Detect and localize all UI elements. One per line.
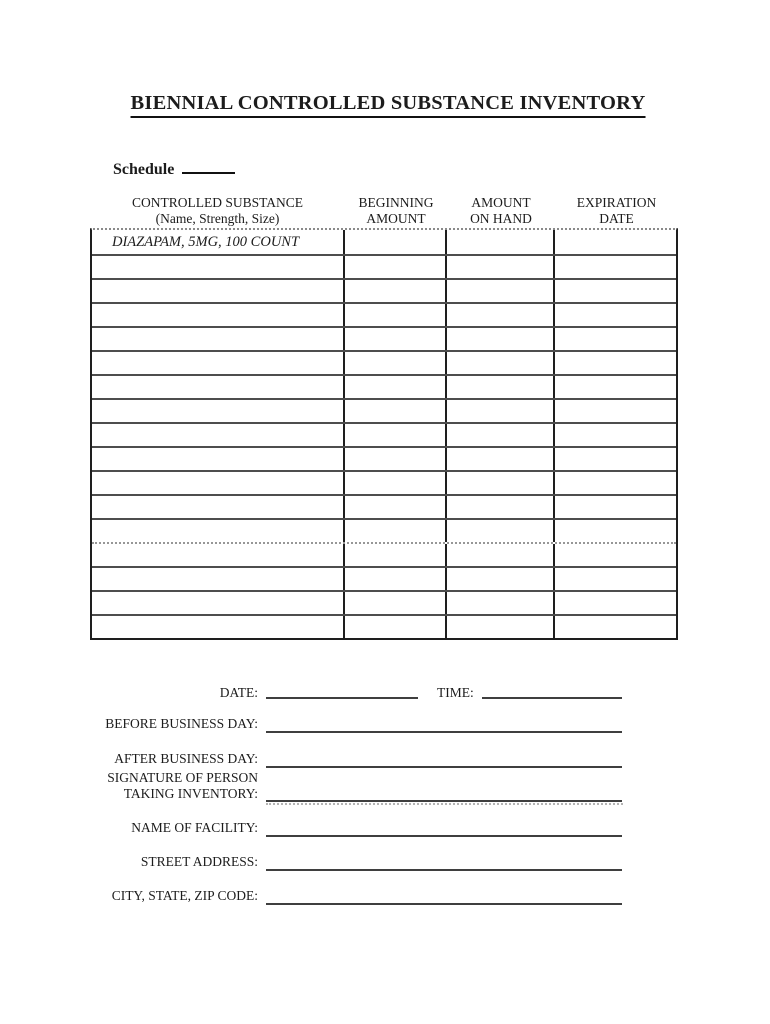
cell-substance[interactable] [92,616,345,638]
cell-substance[interactable] [92,592,345,614]
cell-beginning-amount[interactable] [345,328,447,350]
cell-beginning-amount[interactable] [345,592,447,614]
cell-substance[interactable] [92,400,345,422]
header-cell-expiration-date: EXPIRATION DATE [576,195,657,226]
cell-beginning-amount[interactable] [345,304,447,326]
cell-amount-on-hand[interactable] [447,544,555,566]
header-cell-amount-on-hand: AMOUNT ON HAND [470,195,532,226]
cell-expiration-date[interactable] [555,328,676,350]
cell-expiration-date[interactable] [555,616,676,638]
cell-beginning-amount[interactable] [345,424,447,446]
time-line[interactable] [482,697,622,699]
header-cell-substance: CONTROLLED SUBSTANCE (Name, Strength, Size) [131,195,304,226]
cell-expiration-date[interactable] [555,400,676,422]
cell-beginning-amount[interactable] [345,520,447,542]
table-row [92,304,676,328]
cell-substance[interactable] [92,424,345,446]
city-state-zip-label: CITY, STATE, ZIP CODE: [111,888,258,903]
cell-beginning-amount[interactable] [345,544,447,566]
cell-amount-on-hand[interactable] [447,568,555,590]
table-row [92,568,676,592]
cell-amount-on-hand[interactable] [447,496,555,518]
inventory-table [90,195,678,640]
date-line[interactable] [266,697,418,699]
schedule-label: Schedule [113,161,175,178]
facility-name-line[interactable] [266,835,622,837]
cell-expiration-date[interactable] [555,424,676,446]
cell-amount-on-hand[interactable] [447,424,555,446]
table-row [92,280,676,304]
cell-amount-on-hand[interactable] [447,592,555,614]
schedule-blank[interactable] [182,159,235,174]
date-label: DATE: [219,685,258,700]
table-row [92,256,676,280]
header-cell-beginning-amount: BEGINNING AMOUNT [358,195,434,226]
cell-substance[interactable] [92,496,345,518]
table-row [92,448,676,472]
table-row [92,328,676,352]
table-row [92,592,676,616]
cell-expiration-date[interactable] [555,280,676,302]
cell-amount-on-hand[interactable] [447,448,555,470]
signature-label: SIGNATURE OF PERSON TAKING INVENTORY: [107,770,258,801]
cell-expiration-date[interactable] [555,352,676,374]
cell-beginning-amount[interactable] [345,230,447,254]
cell-expiration-date[interactable] [555,230,676,254]
cell-expiration-date[interactable] [555,520,676,542]
cell-substance[interactable] [92,304,345,326]
street-address-line[interactable] [266,869,622,871]
cell-beginning-amount[interactable] [345,472,447,494]
page-title: BIENNIAL CONTROLLED SUBSTANCE INVENTORY [131,92,646,118]
table-row [92,424,676,448]
cell-substance[interactable] [92,280,345,302]
cell-expiration-date[interactable] [555,496,676,518]
cell-beginning-amount[interactable] [345,448,447,470]
table-row [92,616,676,638]
cell-expiration-date[interactable] [555,544,676,566]
inventory-table-body [90,228,678,640]
cell-amount-on-hand[interactable] [447,328,555,350]
cell-substance[interactable] [92,256,345,278]
cell-beginning-amount[interactable] [345,496,447,518]
cell-substance[interactable] [92,472,345,494]
cell-expiration-date[interactable] [555,472,676,494]
table-row [92,376,676,400]
cell-amount-on-hand[interactable] [447,230,555,254]
table-row [92,352,676,376]
before-business-day-line[interactable] [266,731,622,733]
cell-substance[interactable]: DIAZAPAM, 5MG, 100 COUNT [92,230,345,254]
cell-amount-on-hand[interactable] [447,352,555,374]
schedule-field [113,159,235,179]
cell-substance[interactable] [92,520,345,542]
after-business-day-label: AFTER BUSINESS DAY: [114,751,258,766]
cell-amount-on-hand[interactable] [447,280,555,302]
inventory-table-header [90,195,678,228]
table-row [92,520,676,544]
street-address-label: STREET ADDRESS: [140,854,258,869]
cell-substance[interactable] [92,544,345,566]
cell-amount-on-hand[interactable] [447,400,555,422]
cell-beginning-amount[interactable] [345,280,447,302]
cell-expiration-date[interactable] [555,592,676,614]
cell-substance[interactable] [92,352,345,374]
cell-beginning-amount[interactable] [345,568,447,590]
cell-beginning-amount[interactable] [345,256,447,278]
cell-amount-on-hand[interactable] [447,616,555,638]
signature-line-shadow [266,803,623,805]
cell-expiration-date[interactable] [555,448,676,470]
cell-expiration-date[interactable] [555,256,676,278]
cell-amount-on-hand[interactable] [447,520,555,542]
cell-expiration-date[interactable] [555,568,676,590]
cell-substance[interactable] [92,448,345,470]
table-row [92,496,676,520]
before-business-day-label: BEFORE BUSINESS DAY: [105,716,258,731]
cell-substance[interactable] [92,568,345,590]
city-state-zip-line[interactable] [266,903,622,905]
table-row [92,230,676,256]
cell-expiration-date[interactable] [555,304,676,326]
cell-amount-on-hand[interactable] [447,256,555,278]
table-row [92,472,676,496]
cell-expiration-date[interactable] [555,376,676,398]
cell-beginning-amount[interactable] [345,400,447,422]
signature-line[interactable] [266,800,622,802]
cell-amount-on-hand[interactable] [447,376,555,398]
table-row [92,544,676,568]
cell-substance[interactable] [92,328,345,350]
cell-amount-on-hand[interactable] [447,472,555,494]
after-business-day-line[interactable] [266,766,622,768]
cell-amount-on-hand[interactable] [447,304,555,326]
cell-beginning-amount[interactable] [345,616,447,638]
cell-beginning-amount[interactable] [345,376,447,398]
facility-name-label: NAME OF FACILITY: [131,820,258,835]
time-label: TIME: [437,685,474,700]
table-row [92,400,676,424]
cell-beginning-amount[interactable] [345,352,447,374]
cell-substance[interactable] [92,376,345,398]
